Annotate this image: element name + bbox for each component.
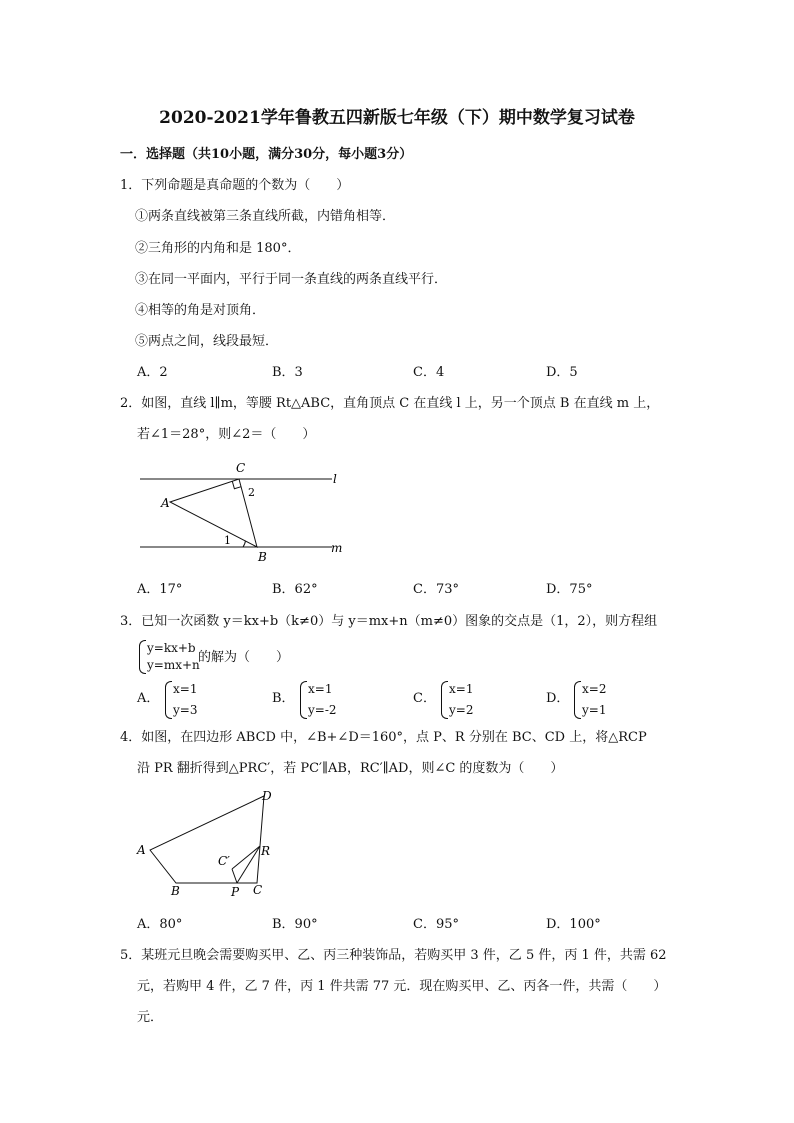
q2-option-d[interactable]: D．75° bbox=[546, 582, 593, 597]
label-c: C bbox=[253, 883, 263, 897]
q3-option-a-label[interactable]: A． bbox=[137, 691, 160, 706]
q3-system-row-2: y=mx+n bbox=[147, 658, 200, 672]
label-p: P bbox=[231, 885, 240, 899]
q3-option-a-row-2: y=3 bbox=[173, 703, 198, 717]
q3-option-d-row-1: x=2 bbox=[582, 682, 607, 696]
q2-figure bbox=[135, 457, 350, 569]
label-d: D bbox=[262, 789, 272, 803]
q3-option-d-label[interactable]: D． bbox=[546, 691, 570, 706]
q5-line-3: 元． bbox=[137, 1010, 164, 1025]
q3-system-row-1: y=kx+b bbox=[147, 641, 196, 655]
q2-line-2: 若∠1＝28°，则∠2＝（ ） bbox=[137, 427, 316, 442]
segment-pr bbox=[237, 846, 260, 883]
q3-option-b-row-1: x=1 bbox=[308, 682, 333, 696]
q3-system-brace bbox=[139, 640, 146, 674]
q2-line-1: 2．如图，直线 l∥m，等腰 Rt△ABC，直角顶点 C 在直线 l 上，另一个顶点 B 在直线 m 上， bbox=[120, 396, 660, 411]
q2-option-b[interactable]: B．62° bbox=[272, 582, 318, 597]
q4-option-a[interactable]: A．80° bbox=[137, 917, 183, 932]
label-angle-2: 2 bbox=[248, 486, 255, 499]
q1-stem: 1．下列命题是真命题的个数为（ ） bbox=[120, 178, 350, 193]
q4-figure bbox=[134, 786, 284, 900]
q3-option-c-row-1: x=1 bbox=[449, 682, 474, 696]
q1-option-d[interactable]: D．5 bbox=[546, 365, 578, 380]
angle-1-arc bbox=[243, 541, 246, 547]
label-angle-1: 1 bbox=[224, 534, 231, 547]
q4-option-c[interactable]: C．95° bbox=[413, 917, 459, 932]
q5-line-2: 元，若购甲 4 件，乙 7 件，丙 1 件共需 77 元．现在购买甲、乙、丙各一件，共需（ ） bbox=[137, 979, 667, 994]
q3-option-d-row-2: y=1 bbox=[582, 703, 607, 717]
label-l: l bbox=[333, 472, 337, 486]
q5-line-1: 5．某班元旦晚会需要购买甲、乙、丙三种装饰品，若购买甲 3 件，乙 5 件，丙 1 件，共需 62 bbox=[120, 948, 667, 963]
q3-option-c-label[interactable]: C． bbox=[413, 691, 436, 706]
q3-option-c-brace bbox=[441, 681, 448, 719]
q1-option-a[interactable]: A．2 bbox=[137, 365, 168, 380]
segment-pc-prime bbox=[232, 869, 237, 883]
label-c: C bbox=[236, 461, 246, 475]
q4-line-2: 沿 PR 翻折得到△PRC′，若 PC′∥AB，RC′∥AD，则∠C 的度数为（ ） bbox=[137, 761, 564, 776]
q4-option-d[interactable]: D．100° bbox=[546, 917, 601, 932]
label-b: B bbox=[171, 884, 180, 898]
label-c-prime: C′ bbox=[218, 854, 230, 868]
q4-option-b[interactable]: B．90° bbox=[272, 917, 318, 932]
q3-option-b-brace bbox=[300, 681, 307, 719]
label-a: A bbox=[137, 843, 146, 857]
q1-option-c[interactable]: C．4 bbox=[413, 365, 445, 380]
page-title: 2020-2021学年鲁教五四新版七年级（下）期中数学复习试卷 bbox=[159, 108, 635, 128]
q1-item-5: ⑤两点之间，线段最短． bbox=[135, 334, 279, 349]
q1-option-b[interactable]: B．3 bbox=[272, 365, 303, 380]
segment-rc-prime bbox=[232, 846, 260, 869]
quadrilateral-abcd bbox=[150, 796, 264, 883]
q1-item-1: ①两条直线被第三条直线所截，内错角相等． bbox=[135, 209, 396, 224]
label-r: R bbox=[261, 844, 271, 858]
q2-option-a[interactable]: A．17° bbox=[137, 582, 183, 597]
q3-tail: 的解为（ ） bbox=[198, 650, 290, 665]
triangle-abc bbox=[170, 479, 257, 547]
q1-item-3: ③在同一平面内，平行于同一条直线的两条直线平行． bbox=[135, 272, 448, 287]
q3-option-a-row-1: x=1 bbox=[173, 682, 198, 696]
q3-option-c-row-2: y=2 bbox=[449, 703, 474, 717]
q3-option-b-row-2: y=-2 bbox=[308, 703, 337, 717]
label-m: m bbox=[331, 541, 343, 555]
q1-item-2: ②三角形的内角和是 180°． bbox=[135, 241, 301, 256]
label-a: A bbox=[161, 496, 170, 510]
label-b: B bbox=[258, 550, 267, 564]
q2-option-c[interactable]: C．73° bbox=[413, 582, 459, 597]
q1-item-4: ④相等的角是对顶角． bbox=[135, 303, 266, 318]
q3-option-a-brace bbox=[165, 681, 172, 719]
q3-line-1: 3．已知一次函数 y＝kx+b（k≠0）与 y＝mx+n（m≠0）图象的交点是（1，2），则方程组 bbox=[120, 614, 658, 629]
q3-option-d-brace bbox=[574, 681, 581, 719]
q4-line-1: 4．如图，在四边形 ABCD 中，∠B+∠D＝160°，点 P、R 分别在 BC、CD 上，将△RCP bbox=[120, 730, 647, 745]
section-heading: 一．选择题（共10小题，满分30分，每小题3分） bbox=[120, 147, 413, 162]
q3-option-b-label[interactable]: B． bbox=[272, 691, 295, 706]
